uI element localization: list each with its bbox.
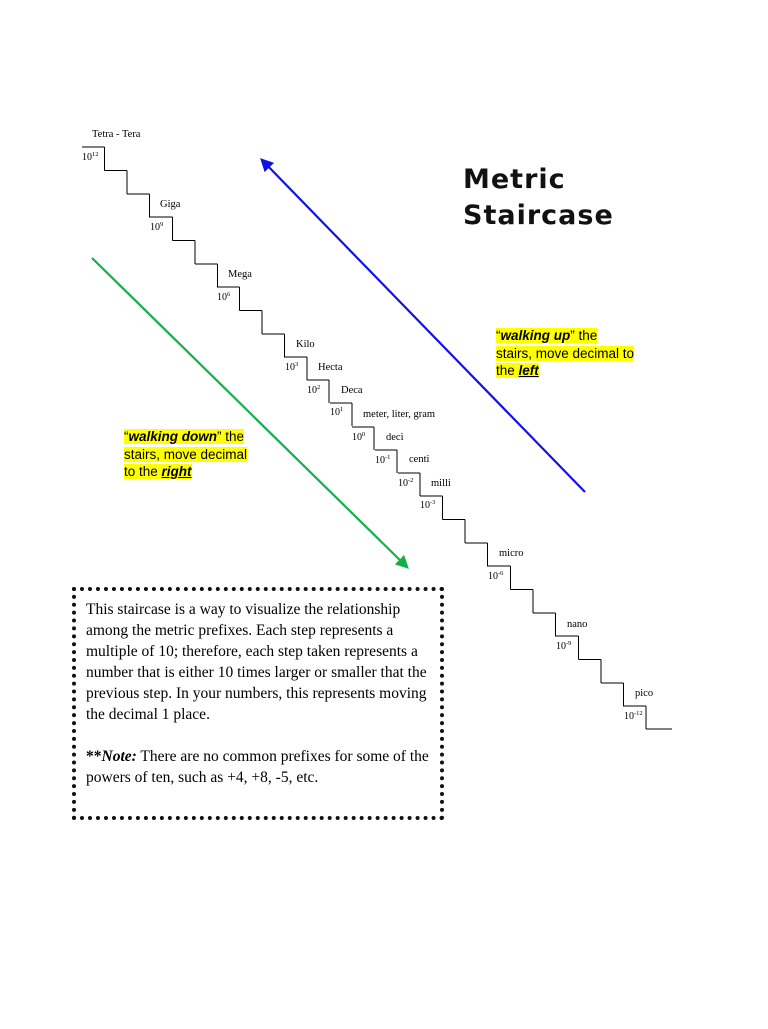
step-deci (375, 432, 404, 466)
walking-down-text: the stairs, move decimal to the (124, 429, 248, 479)
prefix-label: micro (499, 548, 524, 559)
step-centi (398, 454, 429, 489)
walking-up-callout (496, 327, 636, 380)
walking-down-arrow (92, 258, 407, 567)
step-kilo (285, 339, 315, 373)
walking-down-callout (124, 428, 254, 481)
page-title (463, 162, 614, 234)
power-label: $10^3$ (285, 361, 299, 373)
power-label: $10^1$ (330, 406, 344, 418)
explanation-box (72, 587, 444, 820)
title-line-1: Metric (463, 164, 566, 195)
note-label: Note: (101, 748, 137, 765)
walking-up-text: the stairs, move decimal to the (496, 328, 635, 378)
prefix-label: Giga (160, 199, 181, 210)
note-paragraph (86, 746, 432, 788)
open-quote: “ (496, 328, 501, 343)
power-label: $10^2$ (307, 384, 321, 396)
step-deca (330, 385, 363, 418)
step-milli (420, 478, 451, 511)
note-text: There are no common prefixes for some of the powers of ten, such as +4, +8, -5, etc. (86, 748, 429, 786)
power-label: $10^{12}$ (82, 151, 99, 163)
prefix-label: Mega (228, 269, 252, 280)
power-label: $10^{-6}$ (488, 570, 504, 582)
prefix-label: milli (431, 478, 451, 489)
power-label: $10^{-12}$ (624, 710, 643, 722)
prefix-label: centi (409, 454, 430, 465)
prefix-label: Deca (341, 385, 363, 396)
power-label: $10^{-2}$ (398, 477, 414, 489)
power-label: $10^{-1}$ (375, 454, 391, 466)
title-line-2: Staircase (463, 200, 614, 231)
prefix-label: deci (386, 432, 404, 443)
prefix-label: Kilo (296, 339, 315, 350)
power-label: $10^6$ (217, 291, 231, 303)
close-quote: ” (570, 328, 575, 343)
open-quote: “ (124, 429, 129, 444)
step-tera (82, 129, 141, 163)
prefix-label: Hecta (318, 362, 343, 373)
walking-down-label: walking down (128, 429, 218, 444)
step-micro (488, 548, 524, 582)
power-label: $10^{-9}$ (556, 640, 572, 652)
direction-right: right (161, 464, 192, 479)
close-quote: ” (217, 429, 222, 444)
step-giga (150, 199, 181, 233)
step-hecta (307, 362, 343, 396)
power-label: $10^9$ (150, 221, 164, 233)
step-pico (624, 688, 653, 722)
direction-left: left (518, 363, 539, 378)
prefix-label: pico (635, 688, 654, 699)
prefix-label: meter, liter, gram (363, 409, 436, 420)
prefix-label: nano (567, 619, 588, 630)
note-stars: ** (86, 748, 102, 765)
step-mega (217, 269, 252, 303)
prefix-label: Tetra - Tera (92, 129, 141, 140)
walking-up-label: walking up (500, 328, 571, 343)
power-label: $10^0$ (352, 431, 366, 443)
power-label: $10^{-3}$ (420, 499, 436, 511)
explanation-paragraph: This staircase is a way to visualize the relationship among the metric prefixes. Each step represents a multiple of 10; therefore, each step taken represents a number that is either 10 times larger or smaller that the previous step. In your numbers, this represents moving the decimal 1 place. (86, 601, 427, 723)
